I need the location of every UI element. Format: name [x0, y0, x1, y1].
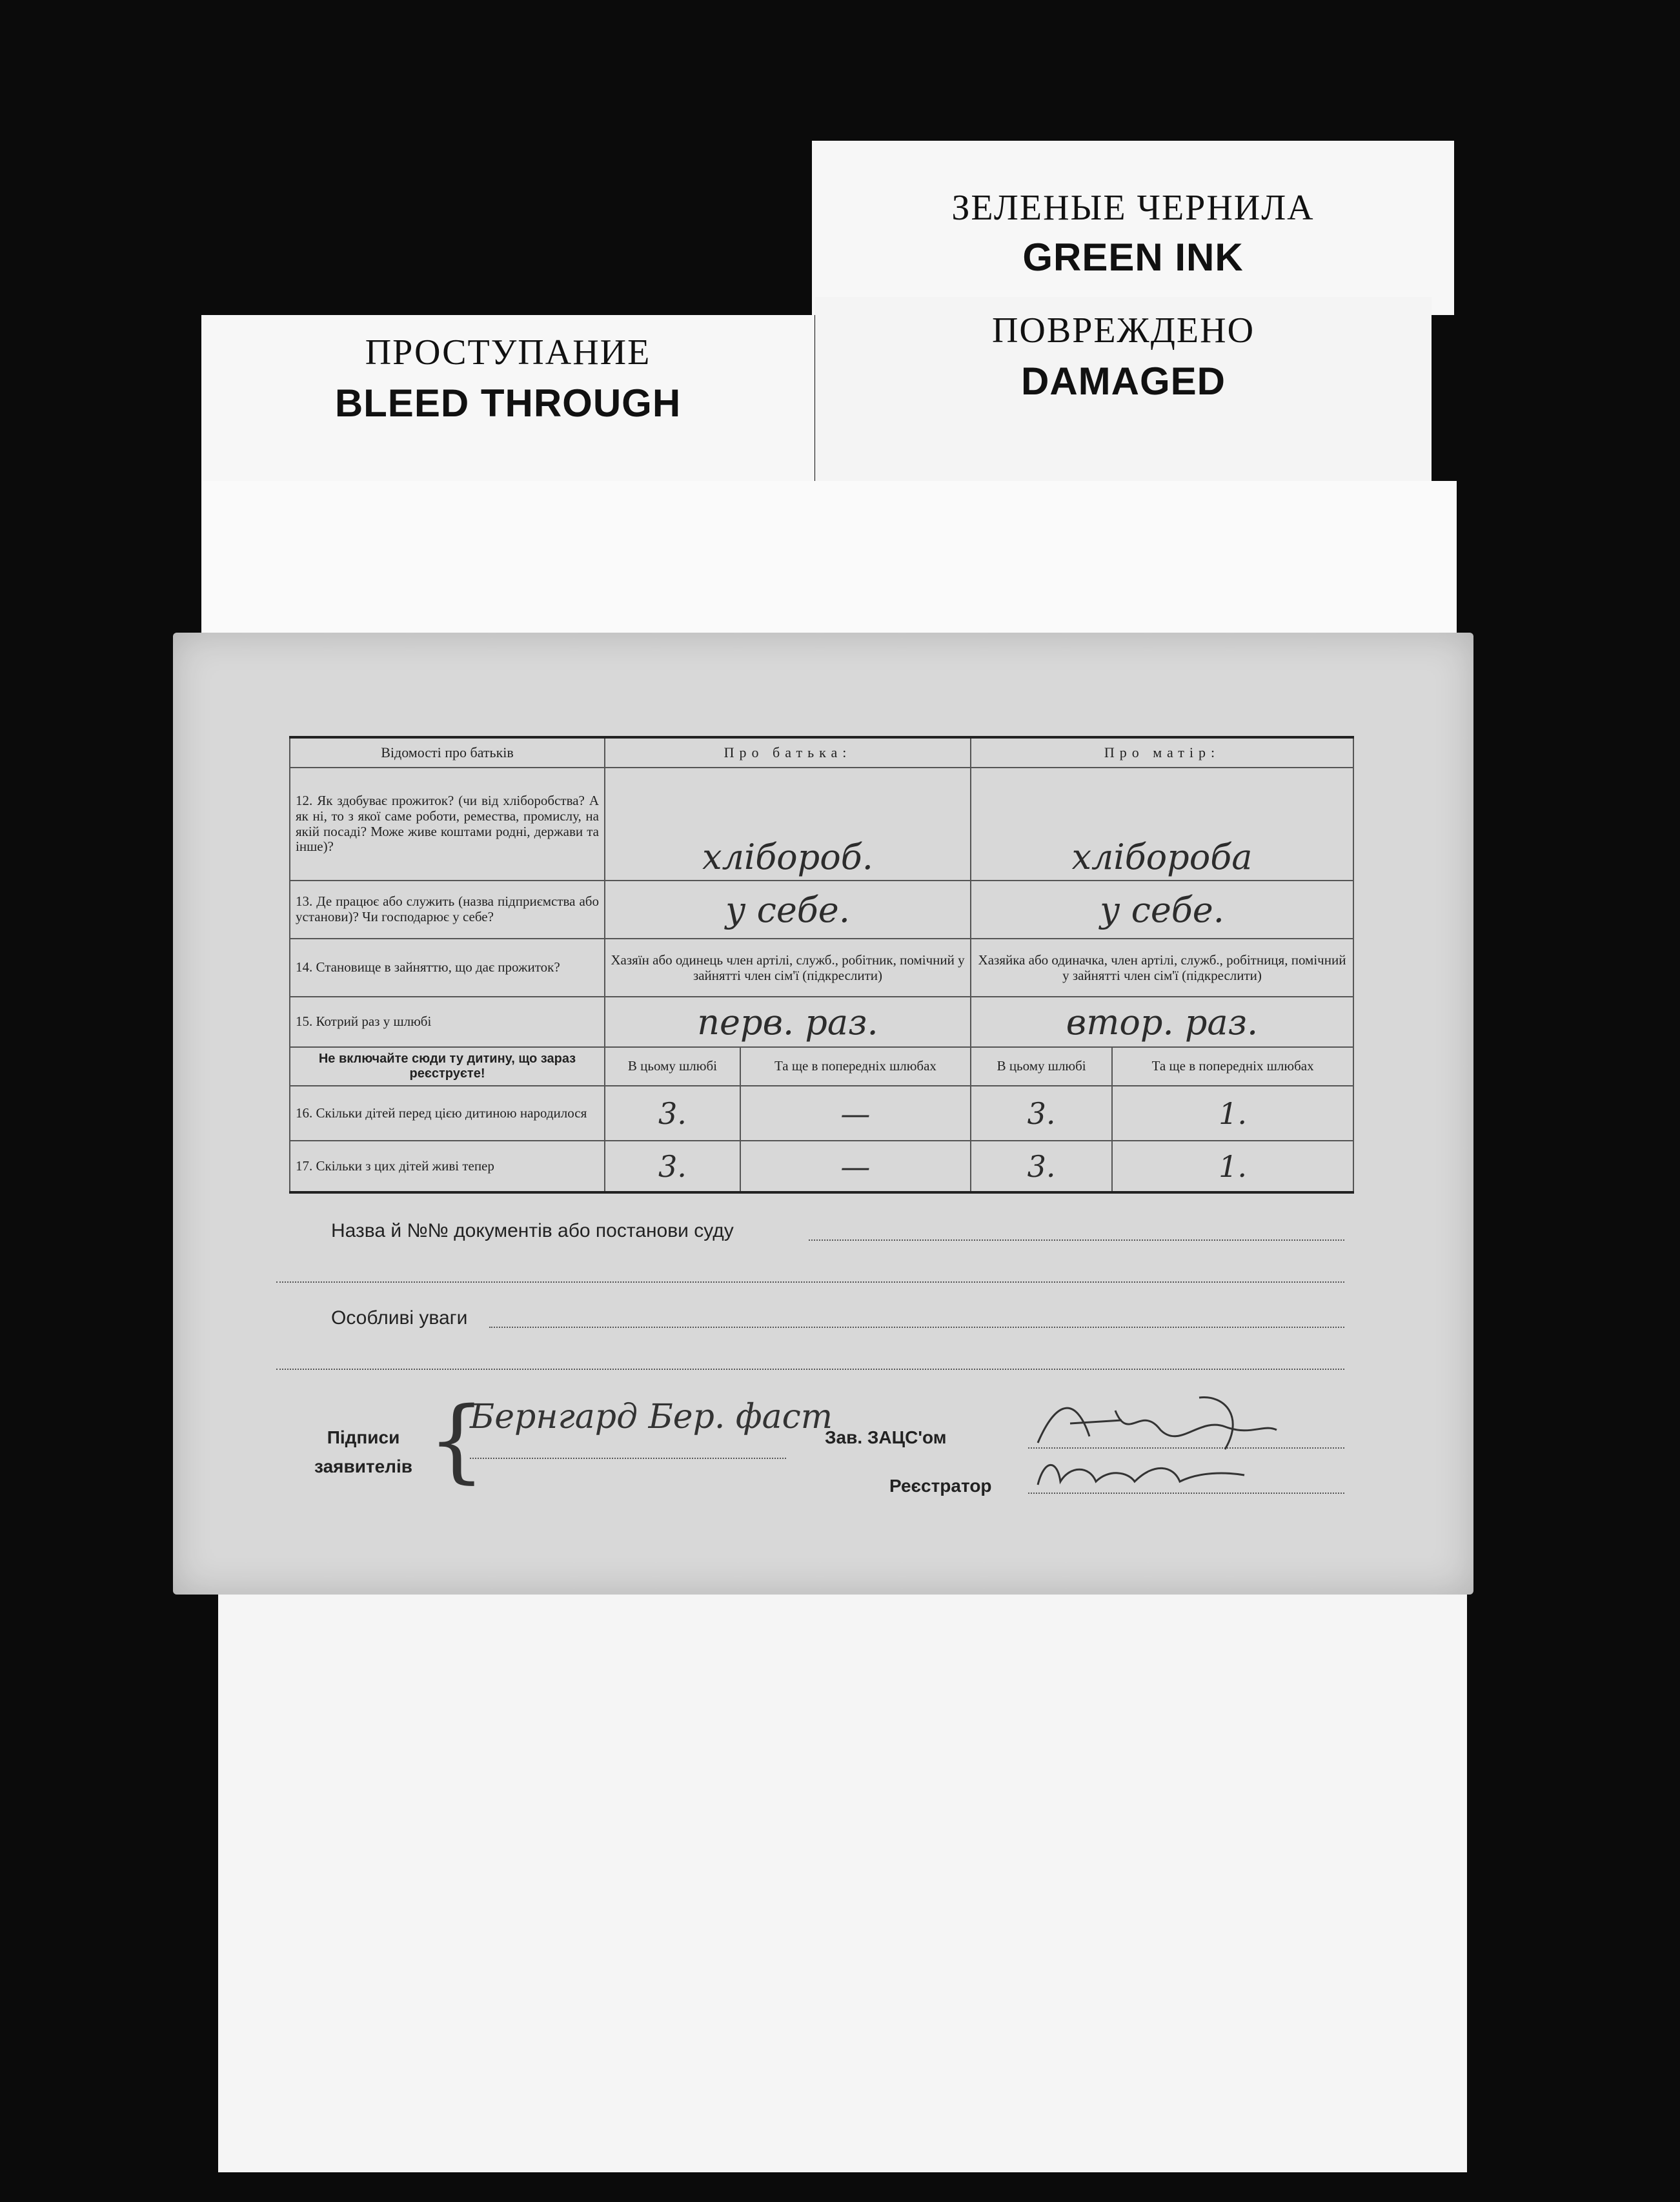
question-12: 12. Як здобуває прожиток? (чи від хліборобства? А як ні, то з якої саме роботи, ремества, промислу, на якій посаді? Може живе коштами родні, держави та інше)?: [290, 768, 605, 881]
remarks-line-2: [276, 1369, 1344, 1370]
remarks-label: Особливі уваги: [331, 1307, 468, 1329]
table-row: [290, 1047, 1353, 1086]
answer-13-father: у себе.: [605, 881, 971, 939]
documents-label: Назва й №№ документів або постанови суду: [331, 1220, 734, 1241]
remarks-line-1: [489, 1327, 1344, 1328]
backing-sheet-bottom: [218, 1575, 1467, 2172]
green-ink-label-card: [812, 141, 1454, 315]
question-15: 15. Котрий раз у шлюбі: [290, 997, 605, 1047]
answer-14-mother: Хазяйка або одиначка, член артілі, служб., робітниця, помічний у зайнятті член сім'ї (підкреслити): [971, 939, 1353, 997]
question-17: 17. Скільки з цих дітей живі тепер: [290, 1141, 605, 1192]
exclude-note: Не включайте сюди ту дитину, що зараз реєструєте!: [290, 1047, 605, 1086]
damaged-label-ru: ПОВРЕЖДЕНО: [991, 311, 1255, 351]
answer-16-father-prev: —: [740, 1086, 971, 1141]
answer-13-mother: у себе.: [971, 881, 1353, 939]
registrar-signature: [1031, 1446, 1264, 1498]
answer-14-father: Хазяїн або одинець член артілі, служб., робітник, помічний у зайнятті член сім'ї (підкреслити): [605, 939, 971, 997]
form-document: [173, 633, 1473, 1595]
answer-12-mother: хлібороба: [971, 768, 1353, 881]
bleed-through-label-en: BLEED THROUGH: [334, 382, 682, 425]
table-row: [290, 939, 1353, 997]
answer-16-mother-prev: 1.: [1112, 1086, 1353, 1141]
mother-previous-header: Та ще в попередніх шлюбах: [1112, 1047, 1353, 1086]
signatures-label: Підписи заявителів: [314, 1427, 412, 1476]
registrar-label: Реєстратор: [889, 1476, 992, 1496]
signatures-brace: {: [428, 1388, 486, 1493]
question-13: 13. Де працює або служить (назва підприємства або установи)? Чи господарює у себе?: [290, 881, 605, 939]
answer-17-mother-prev: 1.: [1112, 1141, 1353, 1192]
mother-this-marriage-header: В цьому шлюбі: [971, 1047, 1112, 1086]
answer-17-father-this: 3.: [605, 1141, 740, 1192]
table-row: [290, 881, 1353, 939]
question-16: 16. Скільки дітей перед цією дитиною народилося: [290, 1086, 605, 1141]
table-row: [290, 997, 1353, 1047]
bleed-through-label-ru: ПРОСТУПАНИЕ: [365, 332, 651, 372]
header-info: Відомості про батьків: [290, 737, 605, 768]
documents-line-1: [809, 1239, 1344, 1241]
table-row: [290, 1086, 1353, 1141]
green-ink-label-en: GREEN INK: [1022, 236, 1244, 279]
table-header-row: [290, 737, 1353, 768]
answer-12-father: хлібороб.: [605, 768, 971, 881]
header-father: Про батька:: [605, 737, 971, 768]
father-previous-header: Та ще в попередніх шлюбах: [740, 1047, 971, 1086]
green-ink-label-ru: ЗЕЛЕНЫЕ ЧЕРНИЛА: [951, 188, 1315, 228]
parents-info-table: [289, 736, 1354, 1194]
answer-15-mother: втор. раз.: [971, 997, 1353, 1047]
table-row: [290, 768, 1353, 881]
answer-17-mother-this: 3.: [971, 1141, 1112, 1192]
damaged-label-en: DAMAGED: [1021, 360, 1226, 403]
signature-line: [470, 1458, 786, 1459]
head-label: Зав. ЗАЦС'ом: [825, 1427, 947, 1447]
table-row: [290, 1141, 1353, 1192]
question-14: 14. Становище в зайняттю, що дає прожиток?: [290, 939, 605, 997]
answer-15-father: перв. раз.: [605, 997, 971, 1047]
applicant-signature: Бернгард Бер. фаст: [470, 1398, 833, 1436]
damaged-label-card: [815, 297, 1432, 491]
answer-16-mother-this: 3.: [971, 1086, 1112, 1141]
answer-16-father-this: 3.: [605, 1086, 740, 1141]
answer-17-father-prev: —: [740, 1141, 971, 1192]
header-mother: Про матір:: [971, 737, 1353, 768]
documents-line-2: [276, 1281, 1344, 1283]
father-this-marriage-header: В цьому шлюбі: [605, 1047, 740, 1086]
